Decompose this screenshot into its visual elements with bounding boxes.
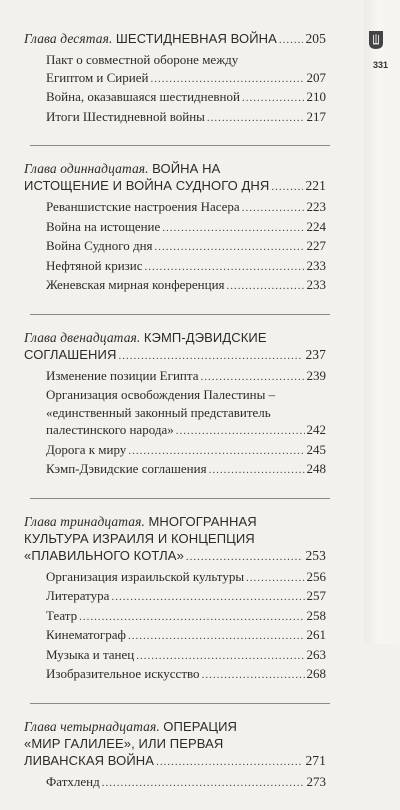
section-title: Кинематограф (46, 627, 126, 642)
section-page: 258 (306, 607, 326, 623)
section-row (46, 646, 326, 666)
dot-leader (246, 570, 304, 588)
section-item (46, 587, 326, 607)
chapter-title: ОПЕРАЦИЯ (163, 718, 238, 734)
chapter-title: ЛИВАНСКАЯ ВОЙНА (24, 752, 155, 768)
section-page: 233 (306, 277, 326, 292)
section-page: 248 (306, 461, 326, 476)
chapter-title: ВОЙНА НА (152, 161, 221, 176)
section-item (46, 51, 326, 88)
chapter-title-row (24, 547, 326, 566)
chapter-title-page: 237 (305, 346, 326, 362)
chapter-title-line (24, 160, 326, 177)
section-text (46, 218, 160, 236)
section-title-line: «единственный законный представитель (46, 404, 271, 420)
dot-leader (111, 589, 304, 607)
section-title: Женевская мирная конференция (46, 277, 225, 292)
chapter-heading (24, 160, 326, 196)
dot-leader (102, 775, 305, 793)
separator-line (30, 145, 330, 146)
section-row (46, 198, 326, 218)
section-text (46, 665, 200, 683)
dot-leader (207, 110, 305, 128)
section-page: 224 (306, 218, 326, 234)
section-row (46, 441, 326, 461)
chapter-lead: Глава тринадцатая. (24, 513, 149, 529)
dot-leader (128, 628, 305, 646)
section-page: 227 (306, 238, 326, 253)
chapter-title-row (24, 346, 326, 365)
section-row (46, 237, 326, 257)
chapter-title: КЭМП-ДЭВИДСКИЕ (143, 329, 267, 345)
section-title: Театр (46, 607, 78, 623)
chapter-title-row (24, 752, 326, 771)
chapter-title-text (24, 346, 116, 363)
chapter-title-line (24, 329, 326, 346)
section-title: Кэмп-Дэвидские соглашения (46, 461, 207, 476)
dot-leader (202, 667, 305, 685)
section-text (46, 607, 77, 625)
chapter-3 (24, 329, 326, 480)
section-page: 242 (306, 422, 326, 437)
chapter-title-text (24, 177, 269, 194)
section-page: 263 (306, 646, 326, 662)
section-row (46, 276, 326, 296)
chapter-title-text (24, 752, 154, 769)
section-row (46, 69, 326, 89)
section-row (46, 665, 326, 685)
section-item (46, 276, 326, 296)
chapter-lead: Глава двенадцатая. (24, 329, 144, 345)
chapter-1 (24, 30, 326, 127)
chapter-5 (24, 718, 326, 793)
section-text (46, 646, 134, 664)
section-text (46, 773, 100, 791)
section-item (46, 568, 326, 588)
section-text (46, 88, 240, 106)
chapter-title-page: 253 (305, 547, 326, 563)
section-item (46, 441, 326, 461)
section-title: Литература (46, 588, 110, 603)
chapter-sections (46, 773, 326, 793)
section-text (46, 69, 148, 87)
chapter-heading (24, 718, 326, 771)
section-text (46, 276, 225, 294)
chapter-title: СОГЛАШЕНИЯ (24, 346, 117, 362)
chapter-lead: Глава четырнадцатая. (24, 718, 164, 734)
section-text (46, 626, 126, 644)
dot-leader (79, 609, 304, 627)
section-title: Музыка и танец (46, 646, 135, 662)
section-row (46, 587, 326, 607)
dot-leader (145, 259, 305, 277)
chapter-title-row (24, 30, 326, 49)
page-number: 331 (372, 60, 388, 70)
section-title: палестинского народа» (46, 422, 174, 437)
chapter-title-page: 271 (305, 752, 326, 768)
section-title: Реваншистские настроения Насера (46, 199, 240, 214)
chapter-title: «ПЛАВИЛЬНОГО КОТЛА» (24, 547, 184, 563)
chapter-title-line (24, 735, 326, 752)
emblem-icon (368, 30, 384, 50)
section-page: 261 (306, 627, 326, 642)
section-text (46, 568, 244, 586)
section-title: Организация израильской культуры (46, 568, 245, 584)
chapter-title-line (24, 513, 326, 530)
section-text (46, 460, 207, 478)
section-title: Нефтяной кризис (46, 257, 143, 273)
section-item (46, 460, 326, 480)
section-page: 223 (306, 199, 326, 214)
section-text (46, 198, 240, 216)
chapter-heading (24, 30, 326, 49)
section-text (46, 367, 198, 385)
dot-leader (162, 220, 304, 238)
chapter-heading (24, 513, 326, 566)
section-title: Изобразительное искусство (46, 666, 200, 681)
section-text (46, 257, 143, 275)
section-title: Итоги Шестидневной войны (46, 108, 205, 124)
section-row (46, 626, 326, 646)
section-row (46, 773, 326, 793)
section-item (46, 626, 326, 646)
section-page: 210 (306, 89, 326, 104)
section-row (46, 460, 326, 480)
section-item (46, 386, 326, 441)
section-row (46, 88, 326, 108)
section-row (46, 108, 326, 128)
section-page: 207 (306, 69, 326, 85)
chapter-2 (24, 160, 326, 296)
section-row (46, 568, 326, 588)
chapter-title-text (24, 547, 184, 564)
section-title-line: Пакт о совместной обороне между (46, 52, 239, 67)
section-text (46, 421, 174, 439)
dot-leader (209, 462, 305, 480)
dot-leader (155, 239, 305, 257)
table-of-contents (24, 30, 326, 810)
chapter-sections (46, 51, 326, 127)
section-item (46, 108, 326, 128)
section-page: 233 (306, 257, 326, 273)
dot-leader (176, 423, 305, 441)
chapter-lead: Глава одиннадцатая. (24, 161, 153, 176)
section-item (46, 773, 326, 793)
section-page: 245 (306, 441, 326, 457)
separator-line (30, 703, 330, 704)
section-item (46, 88, 326, 108)
section-page: 268 (306, 666, 326, 681)
chapter-sections (46, 568, 326, 685)
section-page: 217 (306, 108, 326, 124)
dot-leader (136, 648, 304, 666)
dot-leader (128, 443, 304, 461)
chapter-4 (24, 513, 326, 685)
chapter-title-line (24, 718, 326, 735)
section-item (46, 257, 326, 277)
section-page: 273 (306, 773, 326, 789)
section-title: Дорога к миру (46, 441, 127, 457)
dot-leader (200, 369, 304, 387)
section-row (46, 421, 326, 441)
section-page: 257 (306, 588, 326, 603)
section-row (46, 367, 326, 387)
chapter-title: ШЕСТИДНЕВНАЯ ВОЙНА (115, 31, 277, 46)
section-title: Фатхленд (46, 773, 100, 789)
section-row (46, 257, 326, 277)
section-row (46, 607, 326, 627)
section-text (46, 108, 205, 126)
dot-leader (279, 32, 304, 49)
section-item (46, 237, 326, 257)
dot-leader (242, 200, 305, 218)
chapter-title-line (24, 530, 326, 547)
chapter-title: МНОГОГРАННАЯ (148, 513, 257, 529)
section-item (46, 646, 326, 666)
section-title: Изменение позиции Египта (46, 367, 199, 383)
section-title-line: Организация освобождения Палестины – (46, 387, 276, 402)
section-row (46, 218, 326, 238)
chapter-title: ИСТОЩЕНИЕ И ВОЙНА СУДНОГО ДНЯ (24, 178, 270, 193)
section-item (46, 198, 326, 218)
chapter-title-row (24, 177, 326, 196)
dot-leader (186, 549, 304, 566)
section-item (46, 218, 326, 238)
section-item (46, 607, 326, 627)
section-title: Война Судного дня (46, 238, 153, 253)
section-title: Египтом и Сирией (46, 69, 149, 85)
chapter-title-page: 205 (305, 31, 326, 46)
section-page: 239 (306, 367, 326, 383)
chapter-sections (46, 367, 326, 480)
section-item (46, 665, 326, 685)
section-title: Война, оказавшаяся шестидневной (46, 89, 240, 104)
chapter-title: КУЛЬТУРА ИЗРАИЛЯ И КОНЦЕПЦИЯ (24, 530, 255, 546)
section-text (46, 441, 126, 459)
chapter-heading (24, 329, 326, 365)
dot-leader (271, 179, 303, 196)
dot-leader (227, 278, 305, 296)
chapter-sections (46, 198, 326, 296)
section-item (46, 367, 326, 387)
section-page: 256 (306, 568, 326, 584)
chapter-title-page: 221 (305, 178, 326, 193)
dot-leader (242, 90, 305, 108)
separator-line (30, 498, 330, 499)
chapter-lead: Глава десятая. (24, 31, 116, 46)
section-title: Война на истощение (46, 218, 161, 234)
section-text (46, 237, 153, 255)
chapter-title: «МИР ГАЛИЛЕЕ», ИЛИ ПЕРВАЯ (24, 735, 224, 751)
chapter-title-text (24, 30, 277, 47)
section-text (46, 587, 109, 605)
dot-leader (156, 754, 303, 771)
dot-leader (150, 71, 304, 89)
dot-leader (118, 348, 303, 365)
separator-line (30, 314, 330, 315)
page-edge (364, 0, 400, 644)
